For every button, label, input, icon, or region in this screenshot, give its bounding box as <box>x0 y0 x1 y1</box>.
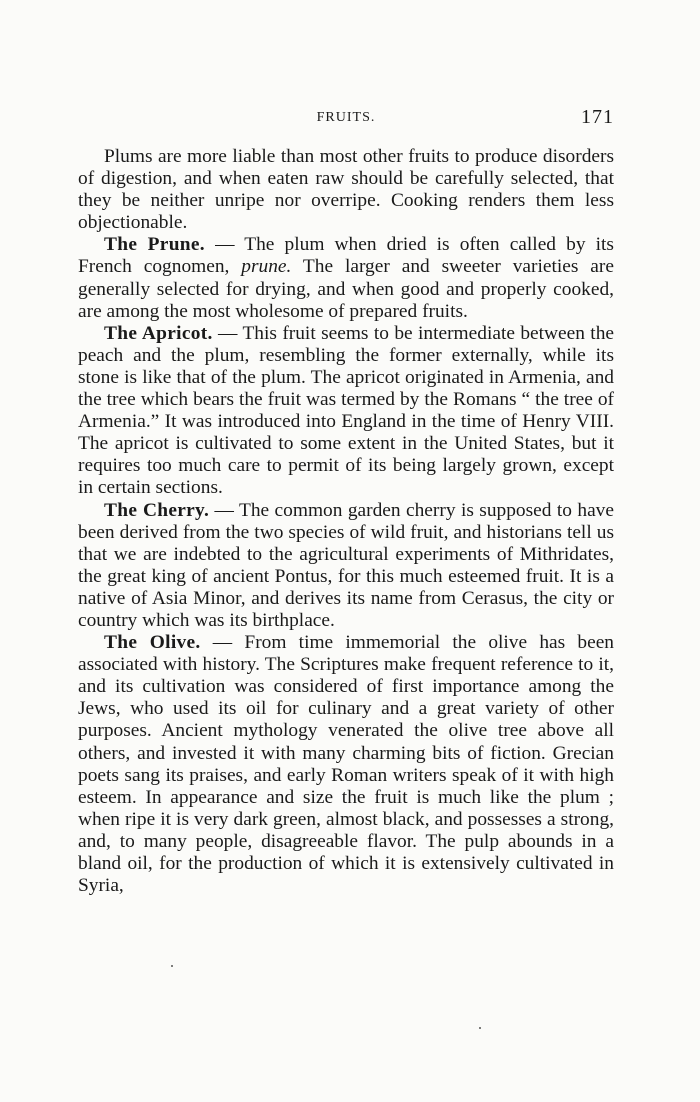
body-text <box>78 146 614 897</box>
print-speck <box>171 965 173 967</box>
paragraph-apricot <box>78 323 614 500</box>
running-head-title: FRUITS. <box>316 110 376 125</box>
print-speck <box>479 1027 481 1029</box>
heading-apricot: The Apricot. <box>104 322 213 344</box>
paragraph-prune-text-a: — The plum when dried is often called by its French cognomen, <box>78 234 614 278</box>
paragraph-cherry-text: — The common garden cherry is supposed to have been derived from the two species of wild fruit, and historians tell us that we are indebted to the agricultural experiments of Mithridates, the great king of ancient Pontus, for this much esteemed fruit. It is a native of Asia Minor, and derives its name from Cerasus, the city or country which was its birthplace. <box>78 499 614 631</box>
page-number: 171 <box>581 106 614 128</box>
book-page <box>78 106 614 897</box>
paragraph-plums <box>78 146 614 234</box>
paragraph-olive <box>78 632 614 897</box>
heading-olive: The Olive. <box>104 632 201 654</box>
paragraph-plums-text: Plums are more liable than most other fruits to produce disorders of digestion, and when eaten raw should be carefully selected, that they be neither unripe nor overripe. Cooking renders them less objectionable. <box>78 146 614 234</box>
paragraph-olive-text: — From time immemorial the olive has been associated with history. The Scriptures make frequent reference to it, and its cultivation was considered of first importance among the Jews, who used its oil for culinary and a great variety of other purposes. Ancient mythology venerated the olive tree above all others, and invested it with many charming bits of fiction. Grecian poets sang its praises, and early Roman writers speak of it with high esteem. In appearance and size the fruit is much like the plum ; when ripe it is very dark green, almost black, and possesses a strong, and, to many people, disagreeable flavor. The pulp abounds in a bland oil, for the production of which it is extensively cultivated in Syria, <box>78 632 615 897</box>
paragraph-cherry <box>78 500 614 633</box>
heading-cherry: The Cherry. <box>104 499 210 521</box>
paragraph-prune <box>78 234 614 322</box>
paragraph-prune-emphasis: prune. <box>241 256 292 278</box>
paragraph-apricot-text: — This fruit seems to be intermediate between the peach and the plum, resembling the former externally, while its stone is like that of the plum. The apricot originated in Armenia, and the tree which bears the fruit was termed by the Romans “ the tree of Armenia.” It was introduced into England in the time of Henry VIII. The apricot is cultivated to some extent in the United States, but it requires too much care to permit of its being largely grown, except in certain sections. <box>78 322 615 499</box>
running-head <box>78 106 614 132</box>
heading-prune: The Prune. <box>104 234 205 256</box>
paragraph-prune-text-b: The larger and sweeter varieties are generally selected for drying, and when good and properly cooked, are among the most wholesome of prepared fruits. <box>78 256 614 322</box>
